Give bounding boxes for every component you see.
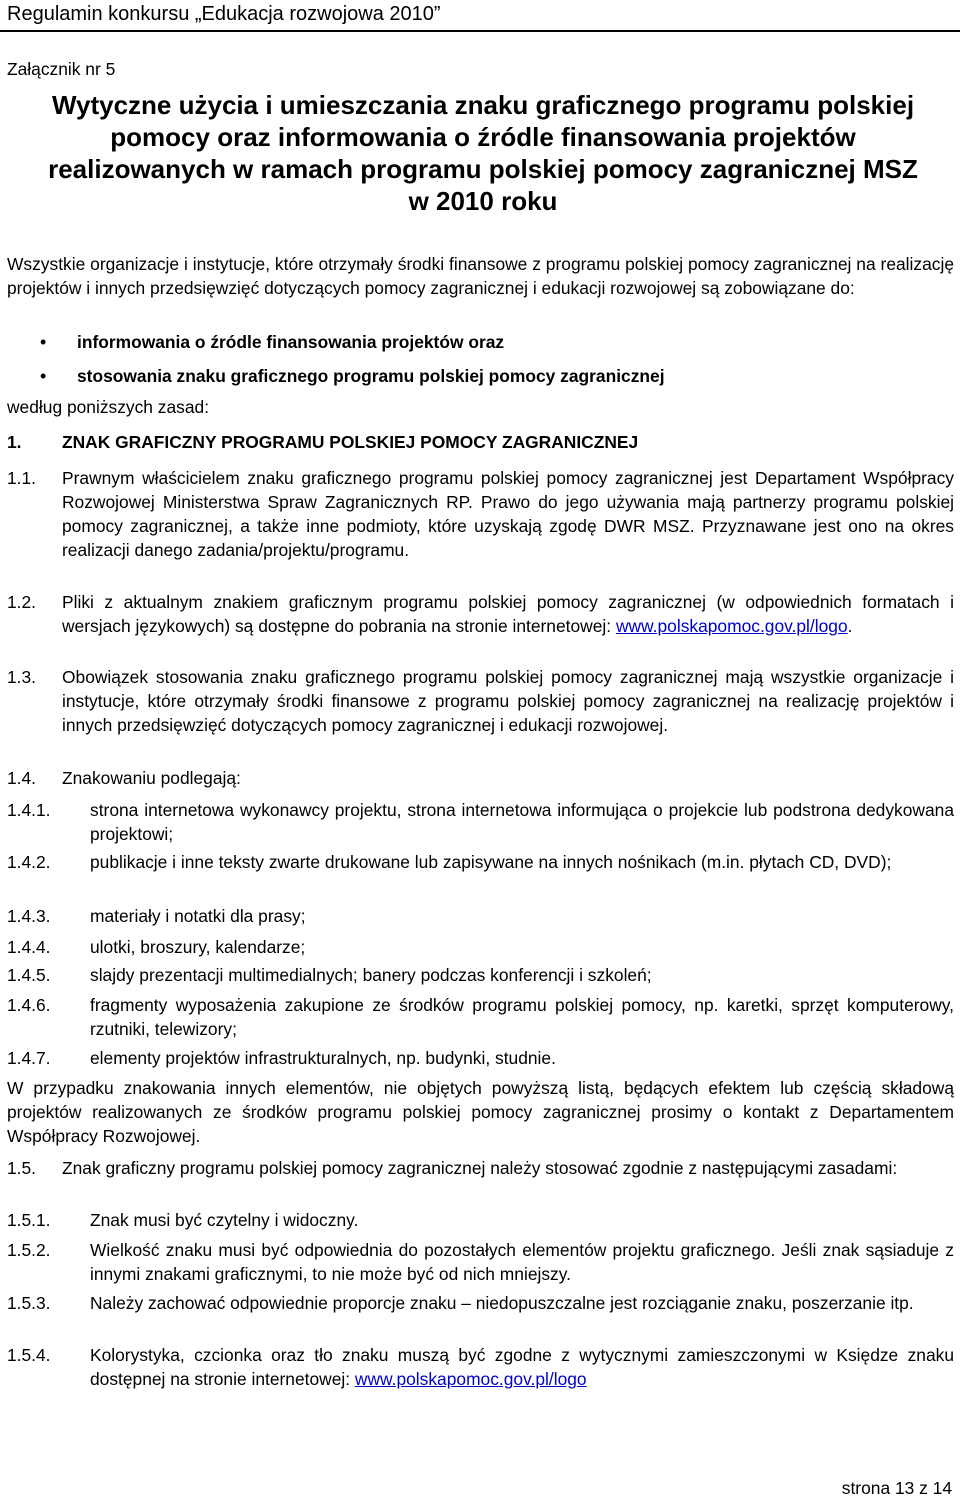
item-number: 1.4.2. [7,852,51,872]
bullet-text: stosowania znaku graficznego programu polskiej pomocy zagranicznej [77,366,665,386]
page-header [0,0,960,32]
bullet-icon: • [40,332,47,352]
item-text: elementy projektów infrastrukturalnych, np. budynki, studnie. [90,1048,556,1068]
item-number: 1.3. [7,667,37,687]
title-line-2: pomocy oraz informowania o źródle finansowania projektów [110,122,856,152]
item-text-body: Pliki z aktualnym znakiem graficznym programu polskiej pomocy zagranicznej (w odpowiednich formatach i wersjach językowych) są dostępne do pobrania na stronie internetowej: [62,592,954,636]
item-number: 1.4.6. [7,995,51,1015]
item-text-body: Kolorystyka, czcionka oraz tło znaku muszą być zgodne z wytycznymi zamieszczonymi w Księdze znaku dostępnej na stronie internetowej: [90,1345,954,1389]
attachment-label: Załącznik nr 5 [7,59,116,79]
item-text [90,1343,954,1391]
other-elements-paragraph: W przypadku znakowania innych elementów, nie objętych powyższą listą, będących efektem lub częścią składową projektów realizowanych ze środków programu polskiej pomocy zagranicznej prosimy o kontakt z Departamentem Współpracy Rozwojowej. [7,1078,954,1146]
title-line-4: w 2010 roku [408,186,558,216]
item-text: materiały i notatki dla prasy; [90,906,306,926]
item-number: 1.4. [7,768,37,788]
item-text: slajdy prezentacji multimedialnych; banery podczas konferencji i szkoleń; [90,965,652,985]
section-title: ZNAK GRAFICZNY PROGRAMU POLSKIEJ POMOCY ZAGRANICZNEJ [62,432,639,452]
item-text-suffix: . [847,616,853,636]
title-line-3: realizowanych w ramach programu polskiej pomocy zagranicznej MSZ [48,154,918,184]
item-text: Znakowaniu podlegają: [62,768,241,788]
logo-download-link[interactable]: www.polskapomoc.gov.pl/logo [615,616,848,636]
item-number: 1.5.4. [7,1345,51,1365]
item-number: 1.4.3. [7,906,51,926]
item-text: strona internetowa wykonawcy projektu, strona internetowa informująca o projekcie lub podstrona dedykowana projektowi; [90,800,954,844]
section-number: 1. [7,432,22,452]
item-number: 1.2. [7,592,37,612]
item-number: 1.4.7. [7,1048,51,1068]
bullet-item [0,364,960,388]
item-number: 1.4.5. [7,965,51,985]
intro-paragraph: Wszystkie organizacje i instytucje, które otrzymały środki finansowe z programu polskiej pomocy zagranicznej na realizację projektów i innych przedsięwzięć dotyczących pomocy zagranicznej i edukacji rozwojowej są zobowiązane do: [7,254,954,298]
item-text: fragmenty wyposażenia zakupione ze środków programu polskiej pomocy, np. karetki, sprzęt komputerowy, rzutniki, telewizory; [90,995,954,1039]
bullet-icon: • [40,366,47,386]
section-heading [0,430,960,454]
page-number: strona 13 z 14 [841,1478,952,1498]
item-text: Znak musi być czytelny i widoczny. [90,1210,359,1230]
item-number: 1.5.1. [7,1210,51,1230]
item-text: Wielkość znaku musi być odpowiednia do pozostałych elementów projektu graficznego. Jeśli znak sąsiaduje z innymi znakami graficznymi, to nie może być od nich mniejszy. [90,1240,954,1284]
rules-lead-in: według poniższych zasad: [7,397,210,417]
item-text: Znak graficzny programu polskiej pomocy zagranicznej należy stosować zgodnie z następującymi zasadami: [62,1158,898,1178]
item-number: 1.4.1. [7,800,51,820]
bullet-item [0,330,960,354]
header-title: Regulamin konkursu „Edukacja rozwojowa 2010” [7,3,441,25]
brand-book-link[interactable]: www.polskapomoc.gov.pl/logo [354,1369,587,1389]
item-text: publikacje i inne teksty zwarte drukowane lub zapisywane na innych nośnikach (m.in. płytach CD, DVD); [90,852,892,872]
document-title [10,89,956,217]
item-text [62,590,954,638]
bullet-text: informowania o źródle finansowania projektów oraz [77,332,505,352]
item-number: 1.4.4. [7,937,51,957]
title-line-1: Wytyczne użycia i umieszczania znaku graficznego programu polskiej [51,90,915,120]
item-text: ulotki, broszury, kalendarze; [90,937,306,957]
item-number: 1.5.3. [7,1293,51,1313]
item-number: 1.1. [7,468,37,488]
item-number: 1.5.2. [7,1240,51,1260]
item-text: Prawnym właścicielem znaku graficznego programu polskiej pomocy zagranicznej jest Departament Współpracy Rozwojowej Ministerstwa Spraw Zagranicznych RP. Prawo do jego używania mają partnerzy programu polskiej pomocy zagranicznej, a także inne podmioty, które uzyskają zgodę DWR MSZ. Przyznawane jest ono na okres realizacji danego zadania/projektu/programu. [62,468,954,560]
item-text: Obowiązek stosowania znaku graficznego programu polskiej pomocy zagranicznej mają wszystkie organizacje i instytucje, które otrzymały środki finansowe z programu polskiej pomocy zagranicznej na realizację projektów i innych przedsięwzięć dotyczących pomocy zagranicznej i edukacji rozwojowej. [62,667,954,735]
item-number: 1.5. [7,1158,37,1178]
item-text: Należy zachować odpowiednie proporcje znaku – niedopuszczalne jest rozciąganie znaku, poszerzanie itp. [90,1293,914,1313]
